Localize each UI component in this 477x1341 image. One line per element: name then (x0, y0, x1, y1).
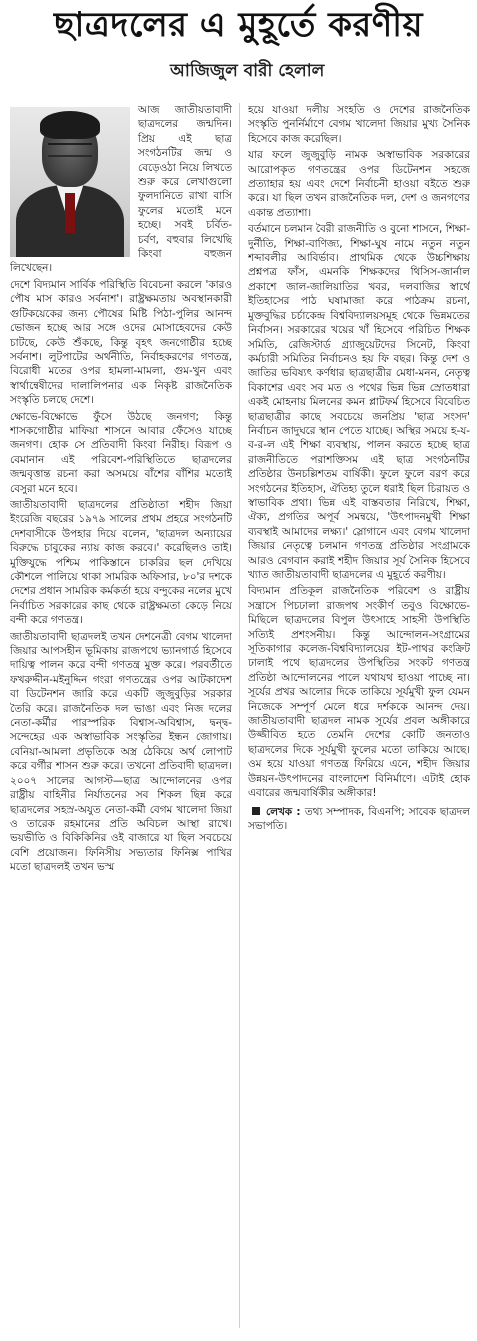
author-label: লেখক : (266, 805, 301, 818)
article-headline: ছাত্রদলের এ মুহূর্তে করণীয় (53, 5, 424, 45)
paragraph: বর্তমানে চলমান বৈরী রাজনীতি ও বুনো শাসনে, শিক্ষা-দুর্নীতি, শিক্ষা-বাণিজ্য, শিক্ষা-ঘুষ নামে নতুন নতুন শব্দাবলীর আবির্ভাব। প্রাথমিক থেকে উচ্চশিক্ষায় প্রশ্নপত্র ফাঁস, এমনকি শিক্ষকদের থিসিস-জার্নাল প্রকাশে জাল-জালিয়াতির খবর, দলবাজির স্বার্থে ইতিহাসের পাঠ ঘষামাজা করে পাঠক্রম রচনা, মুক্তবুদ্ধির চর্চাকেন্দ্র বিশ্ববিদ্যালয়সমূহ থেকে ভিন্নমতের নির্বাসন। সরকারের খয়ের খাঁ হিসেবে পরিচিত শিক্ষক সমিতি, রেজিস্টার্ড গ্র্যাজুয়েটদের সিনেট, কিংবা কর্মচারী সমিতির নির্বাচনও হয় ফি বছর। কিন্তু দেশ ও জাতির ভবিষ্যৎ কর্ণধার ছাত্রছাত্রীর মেধা-মনন, নেতৃত্ব বিকাশের এবং সব মত ও পথের ভিন্ন ভিন্ন স্রোতধারা একই মোহনায় মিলনের কমন প্লাটফর্ম হিসেবে বিবেচিত ছাত্রছাত্রীর কাছে সবচেয়ে জনপ্রিয় 'ছাত্র সংসদ' নির্বাচন জাদুঘরে স্থান পেতে যাচ্ছে। অস্থির সময়ে হ-য-ব-র-ল এই শিক্ষা ব্যবস্থায়, পালন করতে হচ্ছে ছাত্র রাজনীতিতে পরাশক্তিসম এই ছাত্র সংগঠনটির প্রতিষ্ঠার উনচল্লিশতম বার্ষিকী। ফুলে ফুলে বরণ করে সংগঠনের ইতিহাস, ঐতিহ্য তুলে ধরাই ছিল চিরায়ত ও স্বাভাবিক প্রথা। ভিন্ন এই বাস্তবতার নিরিখে, শিক্ষা, ঐক্য, প্রগতির অপূর্ব সমন্বয়ে, 'উৎপাদনমুখী শিক্ষা ব্যবস্থাই আমাদের লক্ষ্য।' স্লোগানে এবং বেগম খালেদা জিয়ার নেতৃত্বে চলমান গণতন্ত্র প্রতিষ্ঠার সংগ্রামকে আরও বেগবান করাই শহীদ জিয়ার সূর্য সৈনিক হিসেবে খ্যাত জাতীয়তাবাদী ছাত্রদলের এ মুহূর্তে করণীয়। (248, 223, 470, 581)
column-divider (239, 103, 240, 1328)
paragraph: দেশে বিদ্যমান সার্বিক পরিস্থিতি বিবেচনা করলে 'কারও পৌষ মাস কারও সর্বনাশ'। রাষ্ট্রক্ষমতায় অবস্থানকারী গুটিকয়েকের জন্য পৌষের মিষ্টি পিঠা-পুলির আনন্দ ভোজন হচ্ছে আর সঙ্গে ওদের মোসাহেবদের কেউ চাটছে, কেউ শুঁকছে, কিন্তু বৃহৎ জনগোষ্ঠীর হচ্ছে সর্বনাশ। লুটপাটের অর্থনীতি, নির্বাহকরণের গণতন্ত্র, বিরোধী মতের ওপর হামলা-মামলা, গুম-খুন এবং স্বার্থান্বেষীদের দালালিপনার এক নিকৃষ্ট রাজনৈতিক সংস্কৃতি চলছে দেশে। (10, 278, 232, 407)
author-role: তথ্য সম্পাদক, বিএনপি; সাবেক ছাত্রদল সভাপতি। (248, 805, 470, 832)
paragraph: বিদ্যমান প্রতিকূল রাজনৈতিক পরিবেশ ও রাষ্ট্রীয় সন্ত্রাসে পিচঢালা রাজপথ সংকীর্ণ তবুও বিক্ষোভে-মিছিলে ছাত্রদলের বিপুল উৎসাহে সাহসী উপস্থিতি সত্যিই প্রশংসনীয়। কিন্তু আন্দোলন-সংগ্রামের সূতিকাগার কলেজ-বিশ্ববিদ্যালয়ের ইট-পাথর কংক্রিট ঢালাই পথে ছাত্রদলের উপস্থিতির সংকট গণতন্ত্র প্রতিষ্ঠা আন্দোলনের পালে যথাযথ হাওয়া পাচ্ছে না। সূর্যের প্রখর আলোর দিকে তাকিয়ে সূর্যমুখী ফুল যেমন নিজেকে সম্পূর্ণ মেলে ধরে দর্শককে আনন্দ দেয়। জাতীয়তাবাদী ছাত্রদল নামক সূর্যের প্রবল অঙ্গীকারে উজ্জীবিত হতে তেমনি দেশের কোটি জনতাও ছাত্রদলের দিকে সূর্যমুখী ফুলের মতো তাকিয়ে আছে। ওম হয়ে যাওয়া গণতন্ত্র ফিরিয়ে এনে, শহীদ জিয়ার উন্নয়ন-উৎপাদনের বাংলাদেশ বিনির্মাণে। এটাই হোক এবারের জন্মবার্ষিকীর অঙ্গীকার! (248, 585, 470, 800)
portrait-glasses (48, 143, 92, 157)
portrait-tie (65, 193, 75, 233)
author-portrait-photo (10, 107, 130, 257)
paragraph: যার ফলে জুজুবুড়ি নামক অস্বাভাবিক সরকারের আরোপকৃত গণতন্ত্রের ওপর ডিটেনশন সহজে প্রত্যাহার হয় এবং দেশে নির্বাচনী হাওয়া বইতে শুরু করে। যা ছিল তখন রাজনৈতিক দল, দেশ ও জনগণের একান্ত প্রত্যাশা। (248, 149, 470, 219)
article-column-left (10, 103, 232, 1328)
paragraph: জাতীয়তাবাদী ছাত্রদলের প্রতিষ্ঠাতা শহীদ জিয়া ইংরেজি বছরের ১৯৭৯ সালের প্রথম প্রহরে সংগঠনটি দেশবাসীকে উপহার দিয়ে বলেন, 'ছাত্রদল অন্যায়ের বিরুদ্ধে চাবুকের ন্যায় কাজ করবে।' করেছিলও তাই। মুক্তিযুদ্ধে পশ্চিম পাকিস্তানে চাকরির ছল দেখিয়ে কৌশলে পালিয়ে থাকা সামরিক অফিসার, ৮০'র দশকে দেশের প্রধান সামরিক কর্মকর্তা হয়ে বন্দুকের নলের মুখে নির্বাচিত সরকারের কাছ থেকে রাষ্ট্রক্ষমতা কেড়ে নিয়ে বন্দী করে গণতন্ত্র। (10, 498, 232, 627)
paragraph: জাতীয়তাবাদী ছাত্রদলই তখন দেশনেত্রী বেগম খালেদা জিয়ার আপসহীন ভূমিকায় রাজপথে ভ্যানগার্ড হিসেবে দায়িত্ব পালন করে বন্দী গণতন্ত্র মুক্ত করে। পরবর্তীতে ফখরুদ্দীন-মইনুদ্দিন গংরা গণতন্ত্রের ওপর আটকাদেশ বা ডিটেনশন জারি করে একটি জুজুবুড়ির সরকার তৈরি করে। রাজনৈতিক দল ভাঙা এবং নিজ দলের নেতা-কর্মীর পারস্পরিক বিশ্বাস-অবিশ্বাস, দ্বন্দ্ব-সন্দেহের এক অস্বাভাবিক সংস্কৃতির ইন্ধন জোগায়। বেনিয়া-আমলা প্রভৃতিকে অস্ত্র ঠেকিয়ে অর্থ লোপাট করে বর্গীর শাসন শুরু করে। তখনো প্রতিবাদী ছাত্রদল। ২০০৭ সালের আগস্ট—ছাত্র আন্দোলনের ওপর রাষ্ট্রীয় বাহিনীর নির্যাতনের সব শিকল ছিন্ন করে ছাত্রদলের সহস্র-অযুত নেতা-কর্মী বেগম খালেদা জিয়া ও তারেক রহমানের প্রতি অবিচল আস্থা রাখে। ভয়ভীতি ও বিকিকিনির ওই বাজারে যা ছিল সবচেয়ে বেশি প্রয়োজন। ফিনিসীয় সভ্যতার ফিনিক্স পাখির মতো ছাত্রদলই তখন ভস্ম (10, 630, 232, 874)
portrait-hair (40, 111, 100, 139)
paragraph: ক্ষোভে-বিক্ষোভে ফুঁসে উঠছে জনগণ; কিন্তু শাসকগোষ্ঠীর মাফিয়া শাসনে আবার ফেঁসেও যাচ্ছে জনগণ। হোক সে প্রতিবাদী কিংবা নিরীহ। বিরূপ ও বেমানান এই পরিবেশ-পরিস্থিতিতে ছাত্রদলের জন্মবৃত্তান্ত রচনা করা অসময়ে বাঁশের বাঁশির মতোই বেসুরা মনে হবে। (10, 410, 232, 495)
article-column-right (248, 103, 470, 1331)
square-bullet-icon (252, 807, 260, 815)
author-credit (248, 805, 470, 834)
paragraph: আজ জাতীয়তাবাদী ছাত্রদলের জন্মদিন। প্রিয় এই ছাত্র সংগঠনটির জন্ম ও বেড়েওঠা নিয়ে লিখতে শুরু করে লেখাগুলো ফুলদানিতে রাখা বাসি ফুলের মতোই মনে হচ্ছে। সবই চর্বিত-চর্বণ, বহুবার লিখেছি কিংবা বহুজন লিখেছেন। (10, 104, 232, 275)
article-byline: আজিজুল বারী হেলাল (170, 61, 325, 81)
paragraph: হয়ে যাওয়া দলীয় সংহতি ও দেশের রাজনৈতিক সংস্কৃতি পুনর্নির্মাণে বেগম খালেদা জিয়ার মুখ্য সৈনিক হিসেবে কাজ করেছিল। (248, 104, 470, 145)
